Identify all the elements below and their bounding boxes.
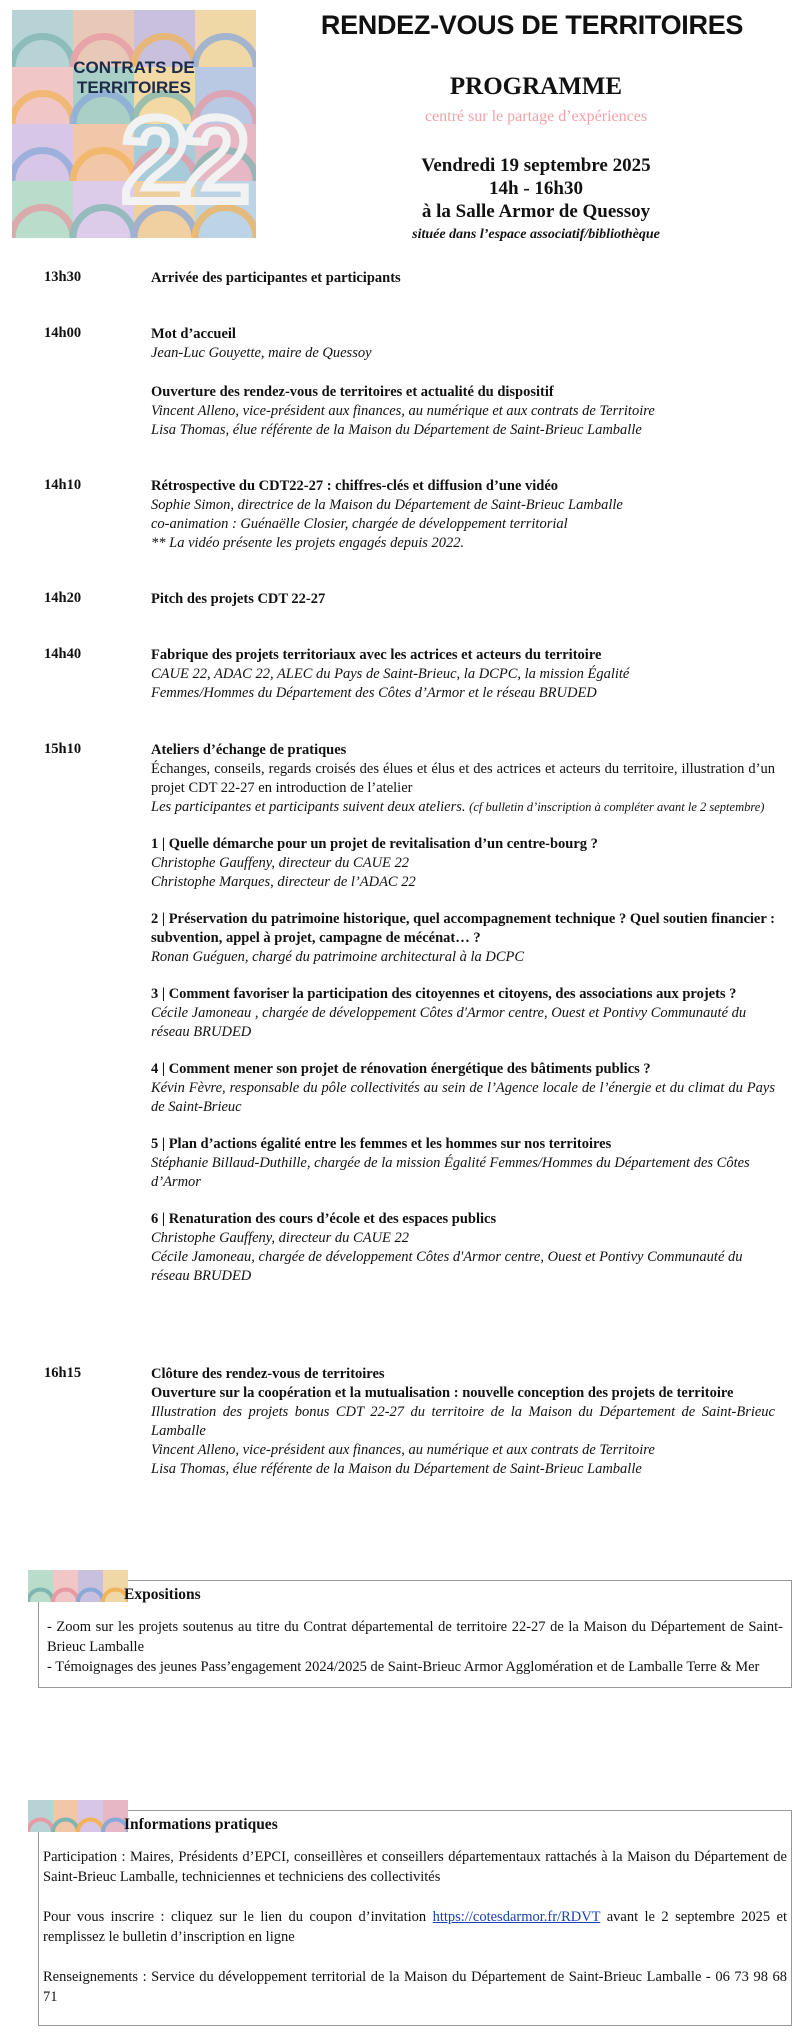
- programme-heading: PROGRAMME: [449, 73, 623, 100]
- exposition-item: - Zoom sur les projets soutenus au titre du Contrat départemental de territoire 22-27 de la Maison du Département de Saint-Brieuc Lamballe: [47, 1619, 783, 1655]
- workshop-note: [151, 798, 775, 817]
- expositions-content: [47, 1617, 783, 1677]
- agenda-title: Ouverture des rendez-vous de territoires et actualité du dispositif: [151, 384, 554, 400]
- workshop-speaker: Christophe Gauffeny, directeur du CAUE 22: [151, 855, 410, 871]
- expositions-title: Expositions: [124, 1586, 201, 1603]
- agenda-item-1440: [151, 646, 775, 703]
- event-date: Vendredi 19 septembre 2025: [421, 155, 651, 176]
- infos-content: [43, 1847, 787, 2007]
- agenda-title: Ouverture sur la coopération et la mutualisation : nouvelle conception des projets de territoire: [151, 1385, 734, 1401]
- agenda-item-1615: [151, 1365, 775, 1479]
- agenda-speaker: Femmes/Hommes du Département des Côtes d’Armor et le réseau BRUDED: [151, 685, 597, 701]
- workshop-speaker: Christophe Gauffeny, directeur du CAUE 22: [151, 1230, 410, 1246]
- time-1420: 14h20: [44, 590, 82, 606]
- agenda-title: Mot d’accueil: [151, 326, 236, 342]
- workshop-speaker: Stéphanie Billaud-Duthille, chargée de la mission Égalité Femmes/Hommes du Département des Côtes d’Armor: [151, 1155, 750, 1190]
- workshop-speaker: Kévin Fèvre, responsable du pôle collectivités au sein de l’Agence locale de l’énergie et du climat du Pays de Saint-Brieuc: [151, 1080, 775, 1115]
- workshop-speaker: Cécile Jamoneau , chargée de développement Côtes d'Armor centre, Ouest et Pontivy Communauté du réseau BRUDED: [151, 1005, 747, 1040]
- workshop-1-title: 1 | Quelle démarche pour un projet de revitalisation d’un centre-bourg ?: [151, 836, 598, 852]
- agenda-item-1330: [151, 269, 775, 288]
- workshop-note-small: (cf bulletin d’inscription à compléter avant le 2 septembre): [469, 800, 765, 814]
- workshop-2-title: 2 | Préservation du patrimoine historique, quel accompagnement technique ? Quel soutien financier : subvention, appel à projet, campagne de mécénat… ?: [151, 911, 775, 946]
- workshop-speaker: Ronan Guéguen, chargé du patrimoine architectural à la DCPC: [151, 949, 525, 965]
- workshop-6-title: 6 | Renaturation des cours d’école et des espaces publics: [151, 1211, 497, 1227]
- infos-decor-icon: [28, 1800, 128, 1832]
- agenda-speaker: CAUE 22, ADAC 22, ALEC du Pays de Saint-Brieuc, la DCPC, la mission Égalité: [151, 666, 630, 682]
- infos-inscription: [43, 1907, 787, 1947]
- agenda-speaker: Lisa Thomas, élue référente de la Maison du Département de Saint-Brieuc Lamballe: [151, 422, 642, 438]
- agenda-title: Fabrique des projets territoriaux avec les actrices et acteurs du territoire: [151, 647, 602, 663]
- agenda-title: Ateliers d’échange de pratiques: [151, 742, 347, 758]
- workshop-4-title: 4 | Comment mener son projet de rénovation énergétique des bâtiments publics ?: [151, 1061, 651, 1077]
- workshop-speaker: Christophe Marques, directeur de l’ADAC 22: [151, 874, 416, 890]
- workshop-description: Échanges, conseils, regards croisés des élues et élus et des actrices et acteurs du territoire, illustration d’un projet CDT 22-27 en introduction de l’atelier: [151, 761, 775, 796]
- agenda-speaker: Sophie Simon, directrice de la Maison du Département de Saint-Brieuc Lamballe: [151, 497, 623, 513]
- agenda-speaker: co-animation : Guénaëlle Closier, chargée de développement territorial: [151, 516, 568, 532]
- agenda-title: Clôture des rendez-vous de territoires: [151, 1366, 385, 1382]
- contrats-territoires-logo: [12, 10, 256, 238]
- infos-title: Informations pratiques: [124, 1816, 278, 1833]
- agenda-title: Pitch des projets CDT 22-27: [151, 591, 326, 607]
- logo-line-2: TERRITOIRES: [77, 78, 191, 97]
- time-1615: 16h15: [44, 1365, 82, 1381]
- infos-inscription-text-end: avant le 2 septembre 2025 et remplissez le bulletin d’inscription en ligne: [43, 1909, 787, 1945]
- time-1400: 14h00: [44, 325, 82, 341]
- time-1510: 15h10: [44, 741, 82, 757]
- agenda-note: ** La vidéo présente les projets engagés depuis 2022.: [151, 535, 465, 551]
- logo-line-1: CONTRATS DE: [73, 58, 195, 77]
- programme-subtitle: centré sur le partage d’expériences: [424, 108, 648, 125]
- exposition-item: - Témoignages des jeunes Pass’engagement 2024/2025 de Saint-Brieuc Armor Agglomération et de Lamballe Terre & Mer: [47, 1659, 760, 1675]
- event-venue: à la Salle Armor de Quessoy: [421, 201, 651, 222]
- infos-box: [38, 1810, 792, 2026]
- infos-renseignements: Renseignements : Service du développement territorial de la Maison du Département de Saint-Brieuc Lamballe - 06 73 98 68 71: [43, 1969, 787, 2005]
- workshop-3-title: 3 | Comment favoriser la participation des citoyennes et citoyens, des associations aux projets ?: [151, 986, 737, 1002]
- event-hours: 14h - 16h30: [489, 178, 583, 199]
- agenda-speaker: Vincent Alleno, vice-président aux finances, au numérique et aux contrats de Territoire: [151, 1442, 655, 1458]
- workshop-5-title: 5 | Plan d’actions égalité entre les femmes et les hommes sur nos territoires: [151, 1136, 612, 1152]
- infos-participation: Participation : Maires, Présidents d’EPCI, conseillères et conseillers départementaux rattachés à la Maison du Département de Saint-Brieuc Lamballe, techniciennes et techniciens des collectivités: [43, 1849, 787, 1885]
- agenda-item-1420: [151, 590, 775, 609]
- page-title: RENDEZ-VOUS DE TERRITOIRES: [320, 10, 744, 40]
- agenda-item-1410: [151, 477, 775, 553]
- workshop-note-main: Les participantes et participants suivent deux ateliers.: [151, 799, 466, 815]
- agenda-item-1510: [151, 741, 775, 1286]
- agenda-detail: Illustration des projets bonus CDT 22-27 du territoire de la Maison du Département de Saint-Brieuc Lamballe: [151, 1404, 775, 1439]
- event-venue-detail: située dans l’espace associatif/bibliothèque: [412, 227, 660, 242]
- logo-number: 22: [122, 93, 244, 227]
- agenda-speaker: Lisa Thomas, élue référente de la Maison du Département de Saint-Brieuc Lamballe: [151, 1461, 642, 1477]
- agenda-speaker: Jean-Luc Gouyette, maire de Quessoy: [151, 345, 372, 361]
- agenda-title: Arrivée des participantes et participants: [151, 270, 401, 286]
- time-1440: 14h40: [44, 646, 82, 662]
- expositions-decor-icon: [28, 1570, 128, 1602]
- agenda-title: Rétrospective du CDT22-27 : chiffres-clés et diffusion d’une vidéo: [151, 478, 559, 494]
- workshop-speaker: Cécile Jamoneau, chargée de développement Côtes d'Armor centre, Ouest et Pontivy Communauté du réseau BRUDED: [151, 1249, 743, 1284]
- agenda-speaker: Vincent Alleno, vice-président aux finances, au numérique et aux contrats de Territoire: [151, 403, 655, 419]
- time-1330: 13h30: [44, 269, 82, 285]
- registration-link[interactable]: https://cotesdarmor.fr/RDVT: [432, 1909, 601, 1925]
- time-1410: 14h10: [44, 477, 82, 493]
- agenda-item-1400: [151, 325, 775, 440]
- infos-inscription-text: Pour vous inscrire : cliquez sur le lien du coupon d’invitation: [43, 1909, 433, 1925]
